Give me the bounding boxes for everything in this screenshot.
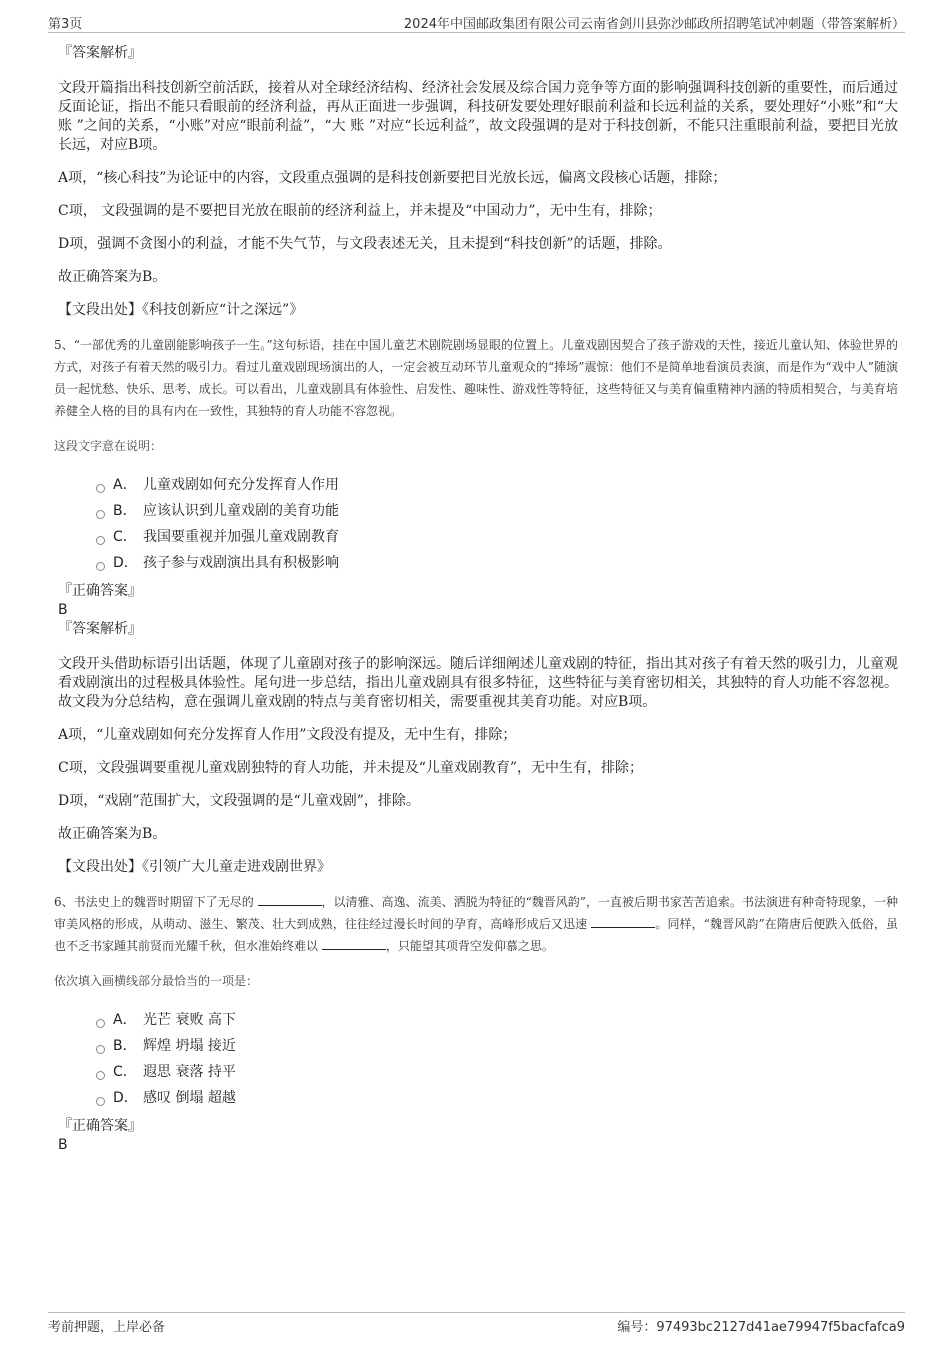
question-5-text: 5、“一部优秀的儿童剧能影响孩子一生。”这句标语，挂在中国儿童艺术剧院剧场显眼的位置上。儿童戏剧因契合了孩子游戏的天性，接近儿童认知、体验世界的方式，对孩子有着天然的吸引力。看过儿童戏剧现场演出的人，一定会被互动环节儿童观众的“捧场”震惊：他们不是简单地看演员表演，而是作为“戏中人”随演员一起忧愁、快乐、思考、成长。可以看出，儿童戏剧具有体验性、启发性、趣味性、游戏性等特征，这些特征又与美育偏重精神内涵的特质相契合，与美育培养健全人格的目的具有内在一致性，其独特的育人功能不容忽视。 [54, 338, 898, 418]
option-d[interactable]: D． 感叹 倒塌 超越 [96, 1085, 898, 1111]
radio-icon[interactable] [96, 536, 105, 545]
option-text: 感叹 倒塌 超越 [143, 1090, 236, 1106]
radio-icon[interactable] [96, 510, 105, 519]
document-title: 2024年中国邮政集团有限公司云南省剑川县弥沙邮政所招聘笔试冲刺题（带答案解析） [403, 17, 905, 32]
document-code: 编号：97493bc2127d41ae79947f5bacfafca9 [617, 1320, 905, 1335]
page-header [48, 10, 905, 33]
radio-icon[interactable] [96, 562, 105, 571]
radio-icon[interactable] [96, 1071, 105, 1080]
correct-answer-label: 『正确答案』 [58, 1118, 142, 1134]
option-text: 遐思 衰落 持平 [143, 1064, 236, 1080]
option-text: 我国要重视并加强儿童戏剧教育 [143, 529, 339, 545]
option-text: 孩子参与戏剧演出具有积极影响 [143, 555, 339, 571]
page-content [54, 44, 898, 1155]
passage-source: 【文段出处】《科技创新应“计之深远”》 [58, 302, 304, 318]
question-6-options [96, 1007, 898, 1111]
radio-icon[interactable] [96, 1097, 105, 1106]
analysis-label: 『答案解析』 [58, 621, 142, 637]
question-6-text: 6、书法史上的魏晋时期留下了无尽的 ，以清雅、高逸、流美、洒脱为特征的“魏晋风韵”，一直被后期书家苦苦追索。书法演进有种奇特现象，一种审美风格的形成，从萌动、滋生、繁茂、壮大到成熟，往往经过漫长时间的孕育，高峰形成后又迅速 。同样，“魏晋风韵”在隋唐后便跌入低俗，虽也不乏书家踵其前贤而光耀千秋，但水准始终难以 ，只能望其项背空发仰慕之思。 [54, 895, 898, 953]
option-c[interactable]: C． 遐思 衰落 持平 [96, 1059, 898, 1085]
analysis-conclusion: 故正确答案为B。 [58, 269, 167, 285]
radio-icon[interactable] [96, 484, 105, 493]
fill-blank [258, 893, 322, 906]
option-c[interactable]: C． 我国要重视并加强儿童戏剧教育 [96, 524, 898, 550]
correct-answer: B [58, 1137, 68, 1153]
option-text: 辉煌 坍塌 接近 [143, 1038, 236, 1054]
question-5-prompt: 这段文字意在说明： [54, 439, 163, 453]
option-text: 应该认识到儿童戏剧的美育功能 [143, 503, 339, 519]
option-b[interactable]: B． 辉煌 坍塌 接近 [96, 1033, 898, 1059]
analysis-label: 『答案解析』 [58, 45, 142, 61]
option-b[interactable]: B． 应该认识到儿童戏剧的美育功能 [96, 498, 898, 524]
analysis-text: 文段开篇指出科技创新空前活跃，接着从对全球经济结构、经济社会发展及综合国力竞争等方面的影响强调科技创新的重要性，而后通过反面论证，指出不能只看眼前的经济利益，再从正面进一步强调，科技研发要处理好眼前利益和长远利益的关系，要处理好“小账”和“大 账 ”之间的关系，“小账”对应“眼前利益”，“大 账 ”对应“长远利益”，故文段强调的是对于科技创新，不能只注重眼前利益，要把目光放长远，对应B项。 [58, 80, 898, 153]
analysis-item-c: C项，文段强调要重视儿童戏剧独特的育人功能，并未提及“儿童戏剧教育”，无中生有，排除； [58, 760, 644, 776]
question-6-prompt: 依次填入画横线部分最恰当的一项是： [54, 974, 259, 988]
fill-blank [322, 937, 386, 950]
option-d[interactable]: D． 孩子参与戏剧演出具有积极影响 [96, 550, 898, 576]
correct-answer-label: 『正确答案』 [58, 583, 142, 599]
analysis-item-d: D项，强调不贪图小的利益，才能不失气节，与文段表述无关，且未提到“科技创新”的话题，排除。 [58, 236, 672, 252]
option-text: 光芒 衰败 高下 [143, 1012, 236, 1028]
fill-blank [591, 915, 655, 928]
radio-icon[interactable] [96, 1045, 105, 1054]
passage-source: 【文段出处】《引领广大儿童走进戏剧世界》 [58, 859, 331, 875]
option-a[interactable]: A． 光芒 衰败 高下 [96, 1007, 898, 1033]
analysis-item-a: A项，“儿童戏剧如何充分发挥育人作用”文段没有提及，无中生有，排除； [58, 727, 517, 743]
correct-answer: B [58, 602, 68, 618]
option-a[interactable]: A． 儿童戏剧如何充分发挥育人作用 [96, 472, 898, 498]
footer-slogan: 考前押题，上岸必备 [48, 1320, 166, 1335]
radio-icon[interactable] [96, 1019, 105, 1028]
analysis-text: 文段开头借助标语引出话题，体现了儿童剧对孩子的影响深远。随后详细阐述儿童戏剧的特征，指出其对孩子有着天然的吸引力，儿童观看戏剧演出的过程极具体验性。尾句进一步总结，指出儿童戏剧具有很多特征，这些特征与美育密切相关，其独特的育人功能不容忽视。故文段为分总结构，意在强调儿童戏剧的特点与美育密切相关，需要重视其美育功能。对应B项。 [58, 656, 898, 710]
analysis-conclusion: 故正确答案为B。 [58, 826, 167, 842]
question-5-options [96, 472, 898, 576]
analysis-item-c: C项， 文段强调的是不要把目光放在眼前的经济利益上，并未提及“中国动力”，无中生有，排除； [58, 203, 662, 219]
option-text: 儿童戏剧如何充分发挥育人作用 [143, 477, 339, 493]
analysis-item-d: D项，“戏剧”范围扩大，文段强调的是“儿童戏剧”，排除。 [58, 793, 420, 809]
page-number: 第3页 [48, 17, 83, 32]
page-footer [48, 1312, 905, 1335]
analysis-item-a: A项，“核心科技”为论证中的内容，文段重点强调的是科技创新要把目光放长远，偏离文段核心话题，排除； [58, 170, 727, 186]
